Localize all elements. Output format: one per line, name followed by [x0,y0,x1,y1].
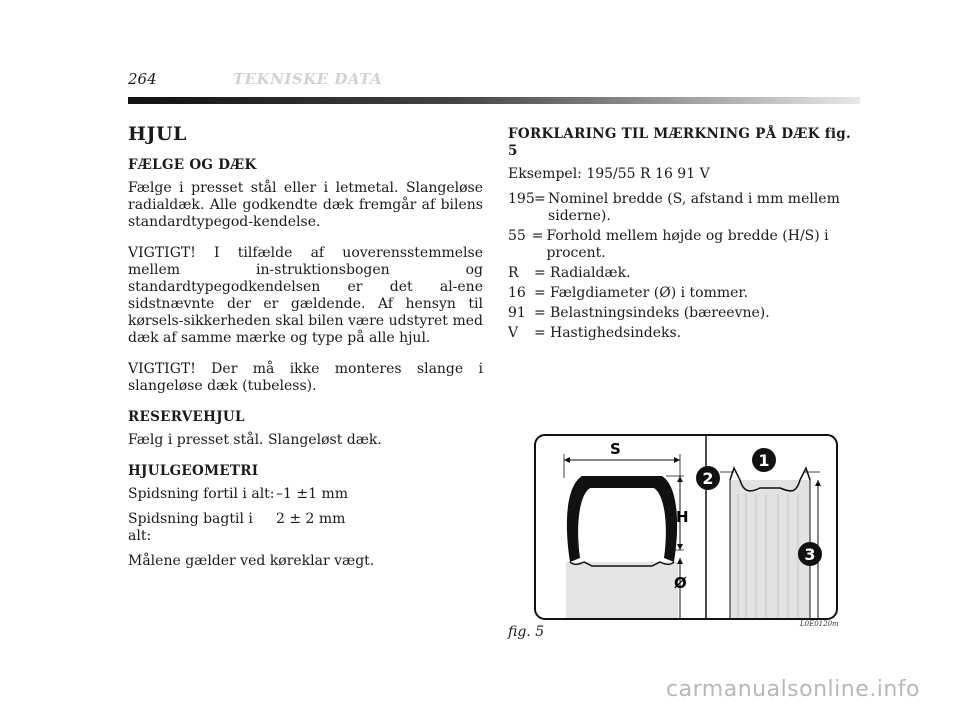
label-s: S [610,440,621,458]
list-item [508,228,863,262]
important-note-2: VIGTIGT! Der må ikke monteres slange i slangeløse dæk (tubeless). [128,361,483,394]
callout-3: 3 [804,545,816,564]
marking-eq: = [534,265,546,281]
figure-code: L0E0120m [800,620,839,628]
marking-eq: = [534,305,546,321]
list-item [508,305,863,322]
marking-eq: = [534,285,546,301]
marking-key: 16 [508,285,526,301]
list-item [508,285,863,302]
geometry-row-rear [128,511,483,545]
left-column [128,123,483,584]
section-title: TEKNISKE DATA [233,70,383,88]
marking-eq: = [531,228,544,244]
header-rule [128,97,860,104]
marking-text: Fælgdiameter (Ø) i tommer. [550,285,749,301]
geometry-note: Målene gælder ved køreklar vægt. [128,553,375,569]
marking-text: Belastningsindeks (bæreevne). [550,305,770,321]
tire-figure [534,434,838,624]
marking-key: V [508,325,519,341]
geometry-value: –1 ±1 mm [276,486,348,502]
marking-key: R [508,265,519,281]
geometry-label: Spidsning bagtil i alt: [128,511,253,544]
figure-caption: fig. 5 [508,624,545,640]
marking-example: Eksempel: 195/55 R 16 91 V [508,166,710,182]
marking-key: 91 [508,305,526,321]
geometry-heading: HJULGEOMETRI [128,463,259,479]
geometry-label: Spidsning fortil i alt: [128,486,275,502]
page-number: 264 [128,70,157,88]
important-note-1: VIGTIGT! I tilfælde af uoverensstemmelse mellem in-struktionsbogen og standardtypegodkendelsen er det al-ene sidstnævnte der er gældende. Af hensyn til kørsels-sikkerheden skal bilen være udstyret med dæk af samme mærke og type på alle hjul. [128,245,483,346]
callout-2: 2 [702,469,714,488]
spare-heading: RESERVEHJUL [128,409,245,425]
marking-key: 55 [508,228,526,244]
callout-1: 1 [758,451,770,470]
tire-diagram [534,434,838,624]
marking-text: Radialdæk. [550,265,631,281]
spare-text: Fælg i presset stål. Slangeløst dæk. [128,432,382,448]
wheels-title: HJUL [128,123,187,145]
marking-list [508,191,863,342]
marking-key: 195 [508,191,535,207]
marking-eq: = [534,325,546,341]
page-header [128,70,383,88]
marking-text: Hastighedsindeks. [550,325,682,341]
geometry-row-front [128,486,483,503]
watermark: carmanualsonline.info [666,677,920,702]
label-h: H [676,508,689,526]
marking-eq: = [534,191,546,207]
rim-text: Fælge i presset stål eller i letmetal. Slangeløse radialdæk. Alle godkendte dæk fremgår af bilens standardtypegod-kendelse. [128,180,483,230]
rim-heading: FÆLGE OG DÆK [128,157,257,173]
marking-text: Nominel bredde (S, afstand i mm mellem siderne). [548,191,840,224]
list-item [508,265,863,282]
right-column [508,126,863,345]
marking-text: Forhold mellem højde og bredde (H/S) i procent. [546,228,829,261]
label-diameter: Ø [674,574,687,592]
list-item [508,191,863,225]
geometry-value: 2 ± 2 mm [276,511,346,527]
marking-heading: FORKLARING TIL MÆRKNING PÅ DÆK fig. 5 [508,126,852,159]
list-item [508,325,863,342]
